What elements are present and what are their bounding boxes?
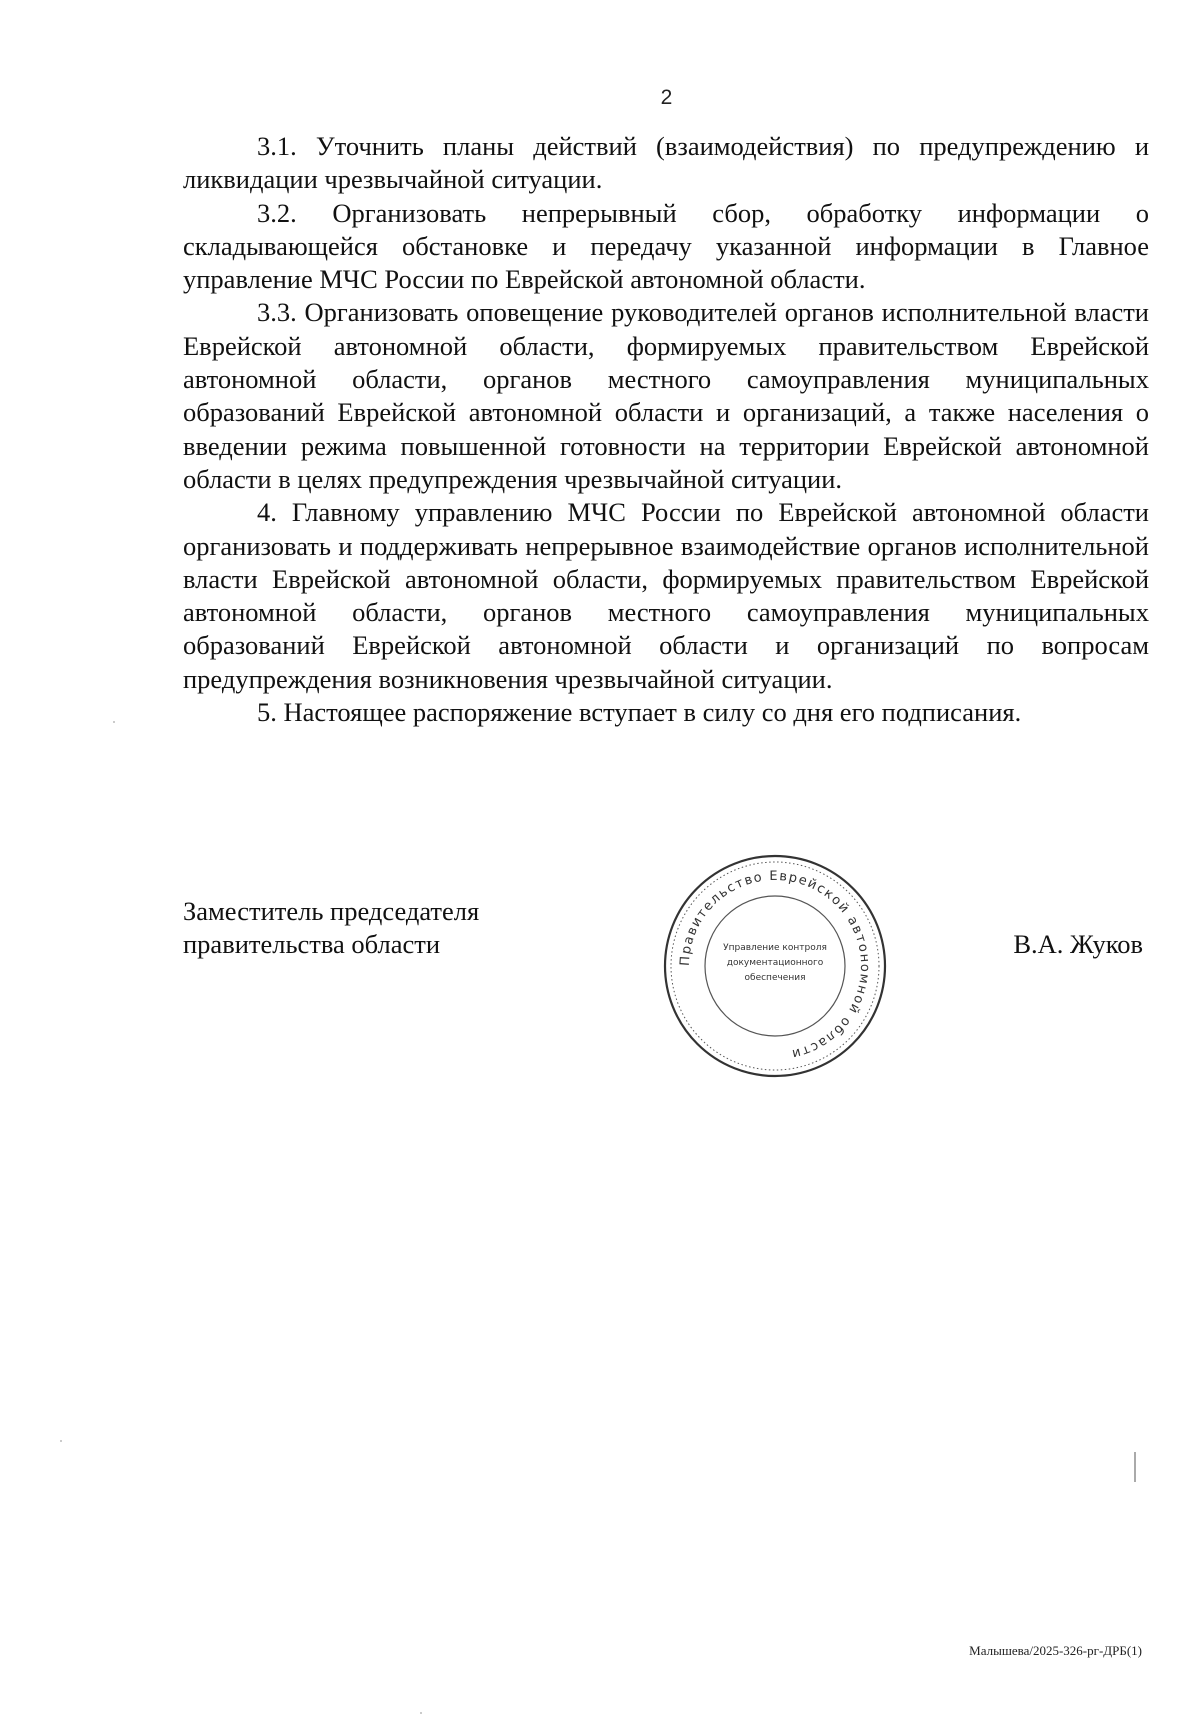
paragraph-3-2: 3.2. Организовать непрерывный сбор, обработку информации о складывающейся обстановке и передачу указанной информации в Главное управление МЧС России по Еврейской автономной области. <box>183 197 1149 295</box>
document-registration-code: Малышева/2025-326-рг-ДРБ(1) <box>969 1643 1142 1658</box>
page-number: 2 <box>660 86 673 109</box>
scan-speck <box>113 721 115 723</box>
paragraph-3-3: 3.3. Организовать оповещение руководителей органов исполнительной власти Еврейской автономной области, формируемых правительством Еврейской автономной области, органов местного самоуправления муниципальных образований Еврейской автономной области и организаций, а также населения о введении режима повышенной готовности на территории Еврейской автономной области в целях предупреждения чрезвычайной ситуации. <box>183 297 1149 494</box>
paragraph-4: 4. Главному управлению МЧС России по Еврейской автономной области организовать и поддерживать непрерывное взаимодействие органов исполнительной власти Еврейской автономной области, формируемых правительством Еврейской автономной области, органов местного самоуправления муниципальных образований Еврейской автономной области и организаций по вопросам предупреждения возникновения чрезвычайной ситуации. <box>183 497 1149 694</box>
document-body <box>183 130 1149 729</box>
signatory-name: В.А. Жуков <box>1013 929 1143 959</box>
seal-inner-line3: обеспечения <box>744 973 806 983</box>
scan-speck <box>60 1440 62 1442</box>
signatory-position-line2: правительства области <box>183 929 441 959</box>
seal-inner-line1: Управление контроля <box>723 943 827 953</box>
signatory-position <box>183 895 543 961</box>
signature-block <box>183 868 1149 1095</box>
seal-outer-text: Правительство Еврейской автономной области <box>677 868 873 1062</box>
paragraph-5: 5. Настоящее распоряжение вступает в силу со дня его подписания. <box>257 697 1022 728</box>
scan-speck <box>420 1712 422 1714</box>
signatory-position-line1: Заместитель председателя <box>183 896 480 926</box>
paragraph-3-1: 3.1. Уточнить планы действий (взаимодействия) по предупреждению и ликвидации чрезвычайной ситуации. <box>183 131 1149 195</box>
official-seal-stamp <box>657 848 893 1084</box>
seal-inner-line2: документационного <box>726 958 824 968</box>
scan-margin-mark <box>1134 1452 1136 1482</box>
